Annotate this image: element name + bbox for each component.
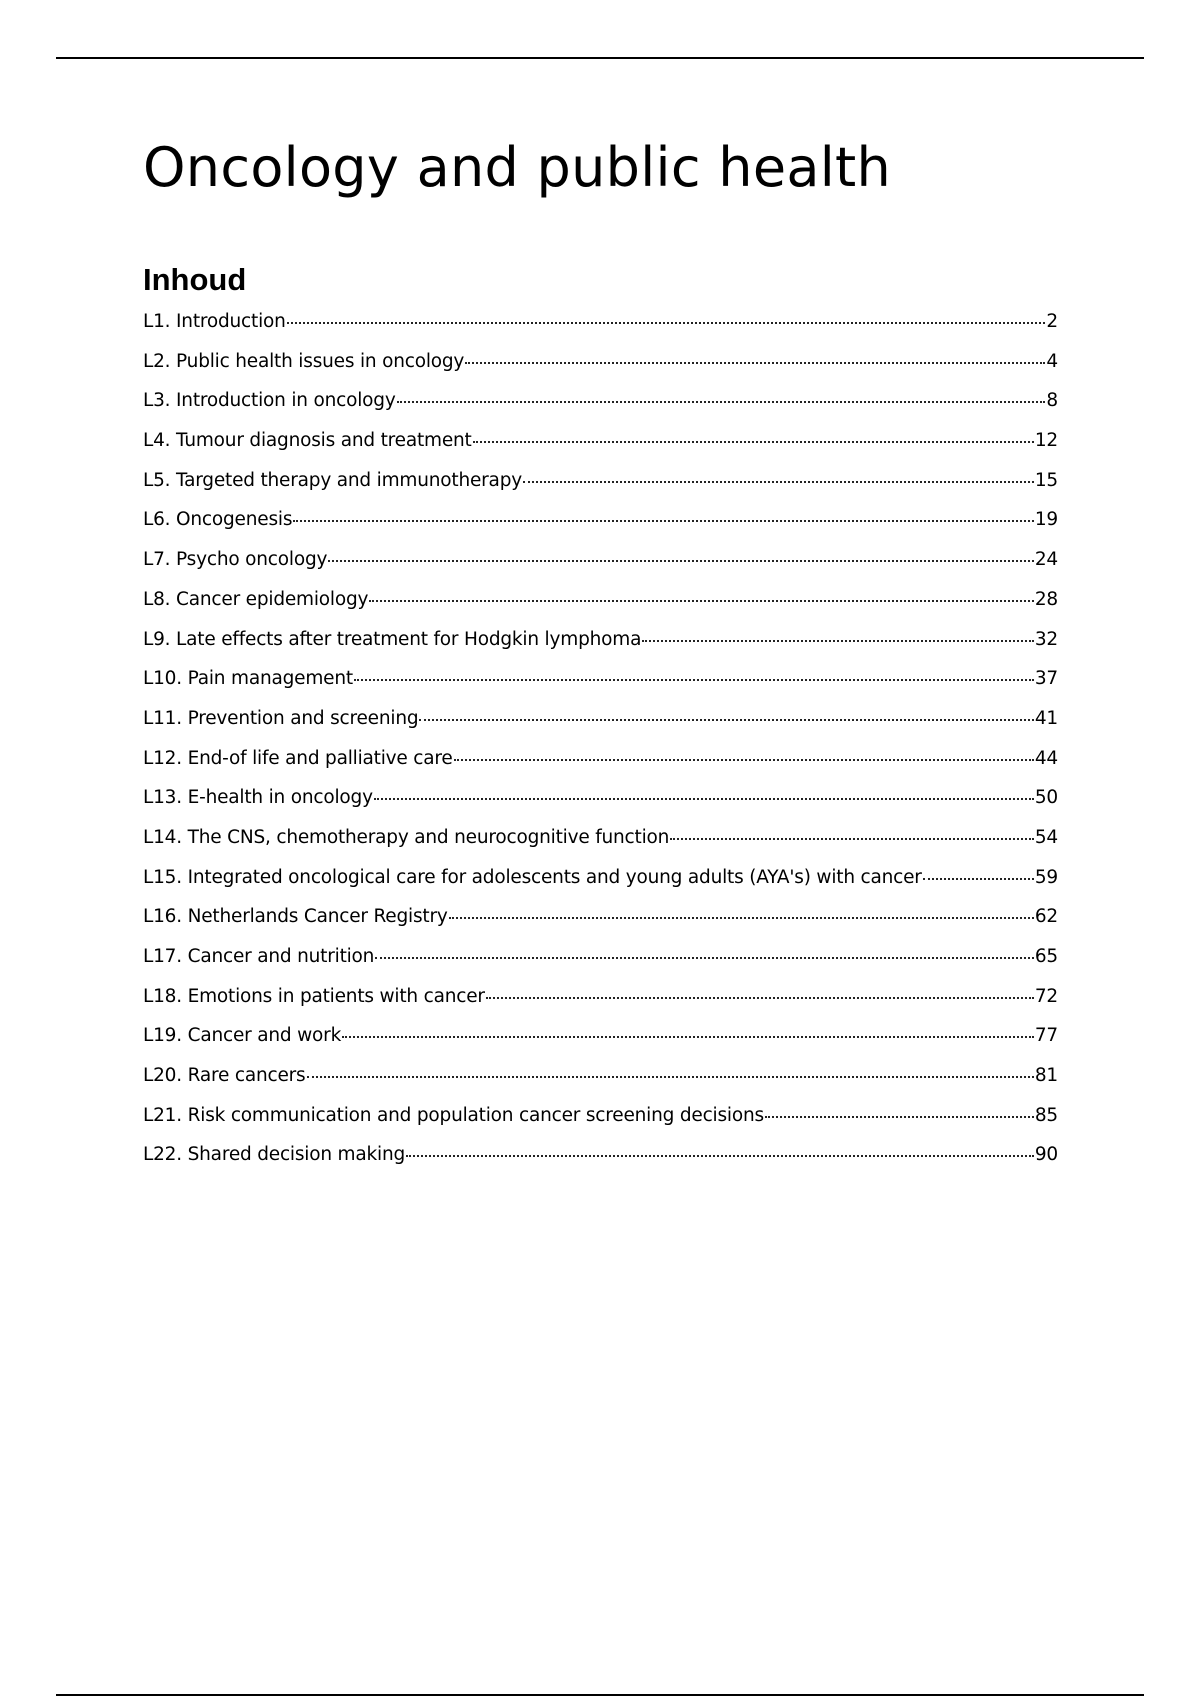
dot-leader — [449, 917, 1034, 919]
toc-entry-l20[interactable] — [143, 1065, 1058, 1105]
toc-entry-page: 28 — [1034, 588, 1058, 610]
toc-entry-page: 8 — [1046, 390, 1058, 412]
toc-entry-l15[interactable] — [143, 867, 1058, 907]
toc-entry-page: 37 — [1034, 668, 1058, 690]
toc-entry-l14[interactable] — [143, 827, 1058, 867]
toc-entry-page: 2 — [1046, 311, 1058, 332]
toc-entry-label: L17. Cancer and nutrition — [143, 946, 375, 967]
toc-entry-page: 4 — [1046, 350, 1058, 372]
toc-entry-label: L18. Emotions in patients with cancer — [143, 985, 485, 1007]
toc-entry-page: 24 — [1034, 549, 1058, 571]
toc-entry-l9[interactable] — [143, 629, 1058, 669]
toc-entry-l2[interactable] — [143, 351, 1058, 391]
dot-leader — [486, 997, 1034, 999]
dot-leader — [923, 878, 1034, 880]
toc-entry-label: L7. Psycho oncology — [143, 549, 328, 571]
toc-entry-label: L8. Cancer epidemiology — [143, 588, 369, 610]
dot-leader — [642, 640, 1034, 642]
toc-entry-l17[interactable] — [143, 946, 1058, 986]
toc-entry-label: L2. Public health issues in oncology — [143, 350, 465, 372]
toc-entry-label: L3. Introduction in oncology — [143, 390, 396, 412]
toc-entry-label: L1. Introduction — [143, 311, 286, 332]
toc-entry-label: L12. End-of life and palliative care — [143, 747, 453, 769]
toc-entry-label: L9. Late effects after treatment for Hodgkin lymphoma — [143, 628, 642, 650]
toc-entry-l1[interactable] — [143, 311, 1058, 351]
header-rule — [56, 57, 1144, 59]
toc-entry-page: 62 — [1034, 906, 1058, 928]
toc-entry-l8[interactable] — [143, 589, 1058, 629]
dot-leader — [293, 520, 1034, 522]
toc-entry-label: L6. Oncogenesis — [143, 509, 293, 531]
dot-leader — [397, 401, 1046, 403]
toc-entry-page: 50 — [1034, 787, 1058, 809]
dot-leader — [354, 679, 1034, 681]
toc-entry-l7[interactable] — [143, 549, 1058, 589]
toc-entry-l13[interactable] — [143, 787, 1058, 827]
dot-leader — [670, 838, 1034, 840]
toc-entry-page: 41 — [1034, 707, 1058, 729]
toc-entry-page: 81 — [1034, 1065, 1058, 1087]
dot-leader — [523, 481, 1034, 483]
toc-entry-label: L13. E-health in oncology — [143, 787, 373, 809]
toc-entry-label: L22. Shared decision making — [143, 1144, 406, 1166]
toc-entry-page: 19 — [1034, 509, 1058, 531]
toc-entry-l19[interactable] — [143, 1025, 1058, 1065]
toc-entry-label: L4. Tumour diagnosis and treatment — [143, 430, 472, 452]
toc-entry-label: L15. Integrated oncological care for adolescents and young adults (AYA's) with cancer — [143, 866, 922, 888]
toc-entry-label: L16. Netherlands Cancer Registry — [143, 906, 448, 928]
dot-leader — [765, 1116, 1034, 1118]
dot-leader — [369, 600, 1034, 602]
toc-entry-l11[interactable] — [143, 708, 1058, 748]
toc-entry-page: 12 — [1034, 430, 1058, 452]
dot-leader — [419, 719, 1033, 721]
table-of-contents — [143, 311, 1058, 1184]
dot-leader — [473, 441, 1034, 443]
toc-entry-label: L19. Cancer and work — [143, 1025, 342, 1047]
dot-leader — [287, 322, 1046, 324]
toc-entry-page: 65 — [1034, 946, 1058, 967]
toc-entry-l5[interactable] — [143, 470, 1058, 510]
toc-entry-page: 77 — [1034, 1025, 1058, 1047]
dot-leader — [374, 798, 1034, 800]
toc-entry-l16[interactable] — [143, 906, 1058, 946]
toc-entry-l10[interactable] — [143, 668, 1058, 708]
dot-leader — [465, 362, 1045, 364]
document-title: Oncology and public health — [143, 136, 892, 199]
toc-entry-l22[interactable] — [143, 1144, 1058, 1184]
toc-entry-l21[interactable] — [143, 1105, 1058, 1145]
dot-leader — [307, 1076, 1034, 1078]
footer-rule — [56, 1694, 1144, 1696]
toc-entry-label: L14. The CNS, chemotherapy and neurocognitive function — [143, 826, 670, 848]
toc-entry-l6[interactable] — [143, 509, 1058, 549]
toc-entry-page: 54 — [1034, 826, 1058, 848]
toc-entry-label: L11. Prevention and screening — [143, 707, 419, 729]
toc-entry-l4[interactable] — [143, 430, 1058, 470]
toc-entry-page: 15 — [1034, 469, 1058, 491]
toc-entry-label: L10. Pain management — [143, 668, 353, 690]
toc-entry-page: 59 — [1034, 866, 1058, 888]
toc-entry-page: 72 — [1034, 985, 1058, 1007]
dot-leader — [375, 957, 1034, 959]
toc-entry-label: L5. Targeted therapy and immunotherapy — [143, 469, 522, 491]
toc-heading: Inhoud — [143, 262, 247, 297]
toc-entry-label: L21. Risk communication and population cancer screening decisions — [143, 1104, 764, 1126]
toc-entry-page: 85 — [1034, 1104, 1058, 1126]
toc-entry-l12[interactable] — [143, 748, 1058, 788]
toc-entry-label: L20. Rare cancers — [143, 1065, 306, 1087]
dot-leader — [342, 1036, 1034, 1038]
toc-entry-page: 44 — [1034, 747, 1058, 769]
dot-leader — [406, 1155, 1034, 1157]
dot-leader — [454, 759, 1034, 761]
toc-entry-l3[interactable] — [143, 390, 1058, 430]
dot-leader — [328, 560, 1034, 562]
toc-entry-page: 32 — [1034, 628, 1058, 650]
toc-entry-page: 90 — [1034, 1144, 1058, 1166]
toc-entry-l18[interactable] — [143, 986, 1058, 1026]
